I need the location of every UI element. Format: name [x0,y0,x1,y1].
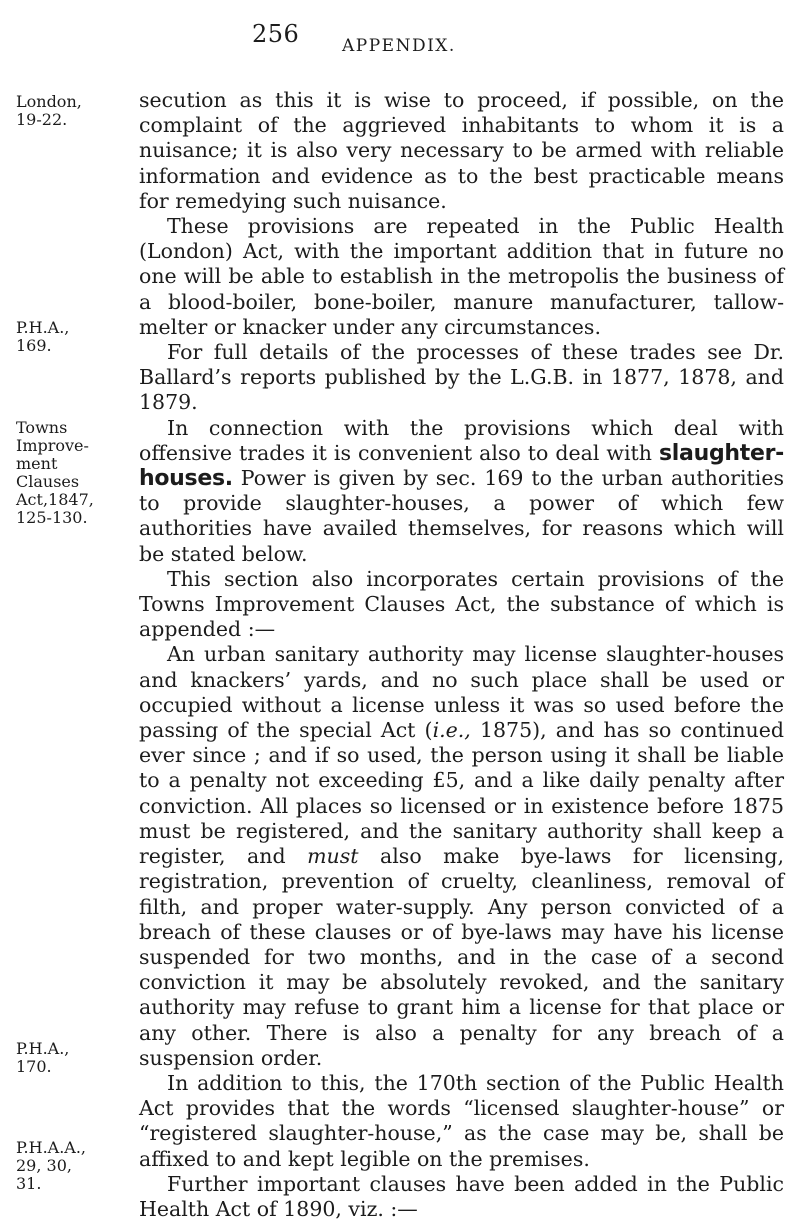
margin-note-pha-169 [16,319,134,355]
margin-note-text: P.H.A.A., 29, 30, 31. [16,1138,87,1193]
paragraph-ballard-reports: For full details of the processes of these trades see Dr. Ballard’s reports published by the L.G.B. in 1877, 1878, and 1879. [139,340,784,415]
margin-note-pha-170 [16,1040,134,1076]
paragraph-section-170: In addition to this, the 170th section of the Public Health Act provides that the words “licensed slaughter-house” or “registered slaughter-house,” as the case may be, shall be affixed to and kept legible on the premises. [139,1070,784,1171]
margin-note-text: Towns Improve- ment Clauses Act,1847, 125-130. [16,418,94,527]
paragraph-urban-license [139,642,784,1070]
margin-note-text: P.H.A., 170. [16,1039,70,1076]
margin-note-phaa [16,1139,134,1193]
paragraph-text: 1875), and has so continued ever since ; and if so used, the person using it shall be liable to a penalty not exceeding £5, and a like daily penalty after conviction. All places so licensed or in existence before 1875 must be registered, and the sanitary authority shall keep a register, and [139,718,785,869]
paragraph-towns-improvement: This section also incorporates certain provisions of the Towns Improvement Clauses Act, the substance of which is appended :— [139,566,784,642]
margin-note-text: London, 19-22. [16,92,82,129]
running-head: APPENDIX. [342,36,456,56]
margin-note-towns-improvement [16,419,134,527]
italic-must: must [307,844,359,869]
page-number: 256 [252,20,300,48]
paragraph-further-clauses: Further important clauses have been added in the Public Health Act of 1890, viz. :— [139,1171,784,1221]
section-heading-slaughter-houses: slaughter-houses. [139,440,784,492]
italic-ie: i.e., [432,718,471,743]
paragraph-text: also make bye-laws for licensing, registration, prevention of cruelty, cleanliness, removal of filth, and proper water-supply. Any person convicted of a breach of these clauses or of bye-laws may have his license suspended for two months, and in the case of a second conviction it may be absolutely revoked, and the sanitary authority may refuse to grant him a license for that place or any other. There is also a penalty for any breach of a suspension order. [139,844,784,1070]
paragraph-secution: secution as this it is wise to proceed, if possible, on the complaint of the aggrieved inhabitants to whom it is a nuisance; it is also very necessary to be armed with reliable information and evidence as to the best practicable means for remedying such nuisance. [139,88,784,213]
paragraph-text: Power is given by sec. 169 to the urban authorities to provide slaughter-houses, a power of which few authorities have availed themselves, for reasons which will be stated below. [139,466,784,566]
text-column [139,88,784,1222]
paragraph-slaughter-houses [139,416,784,567]
paragraph-text: An urban sanitary authority may license slaughter-houses and knackers’ yards, and no such place shall be used or occupied without a license unless it was so used before the passing of the special Act ( [139,642,784,743]
margin-note-london [16,93,134,129]
margin-note-text: P.H.A., 169. [16,318,70,355]
paragraph-text: In connection with the provisions which deal with offensive trades it is convenient also to deal with [139,415,784,465]
paragraph-london-act: These provisions are repeated in the Public Health (London) Act, with the important addition that in future no one will be able to establish in the metropolis the business of a blood-boiler, bone-boiler, manure manufacturer, tallow-melter or knacker under any circumstances. [139,214,784,339]
